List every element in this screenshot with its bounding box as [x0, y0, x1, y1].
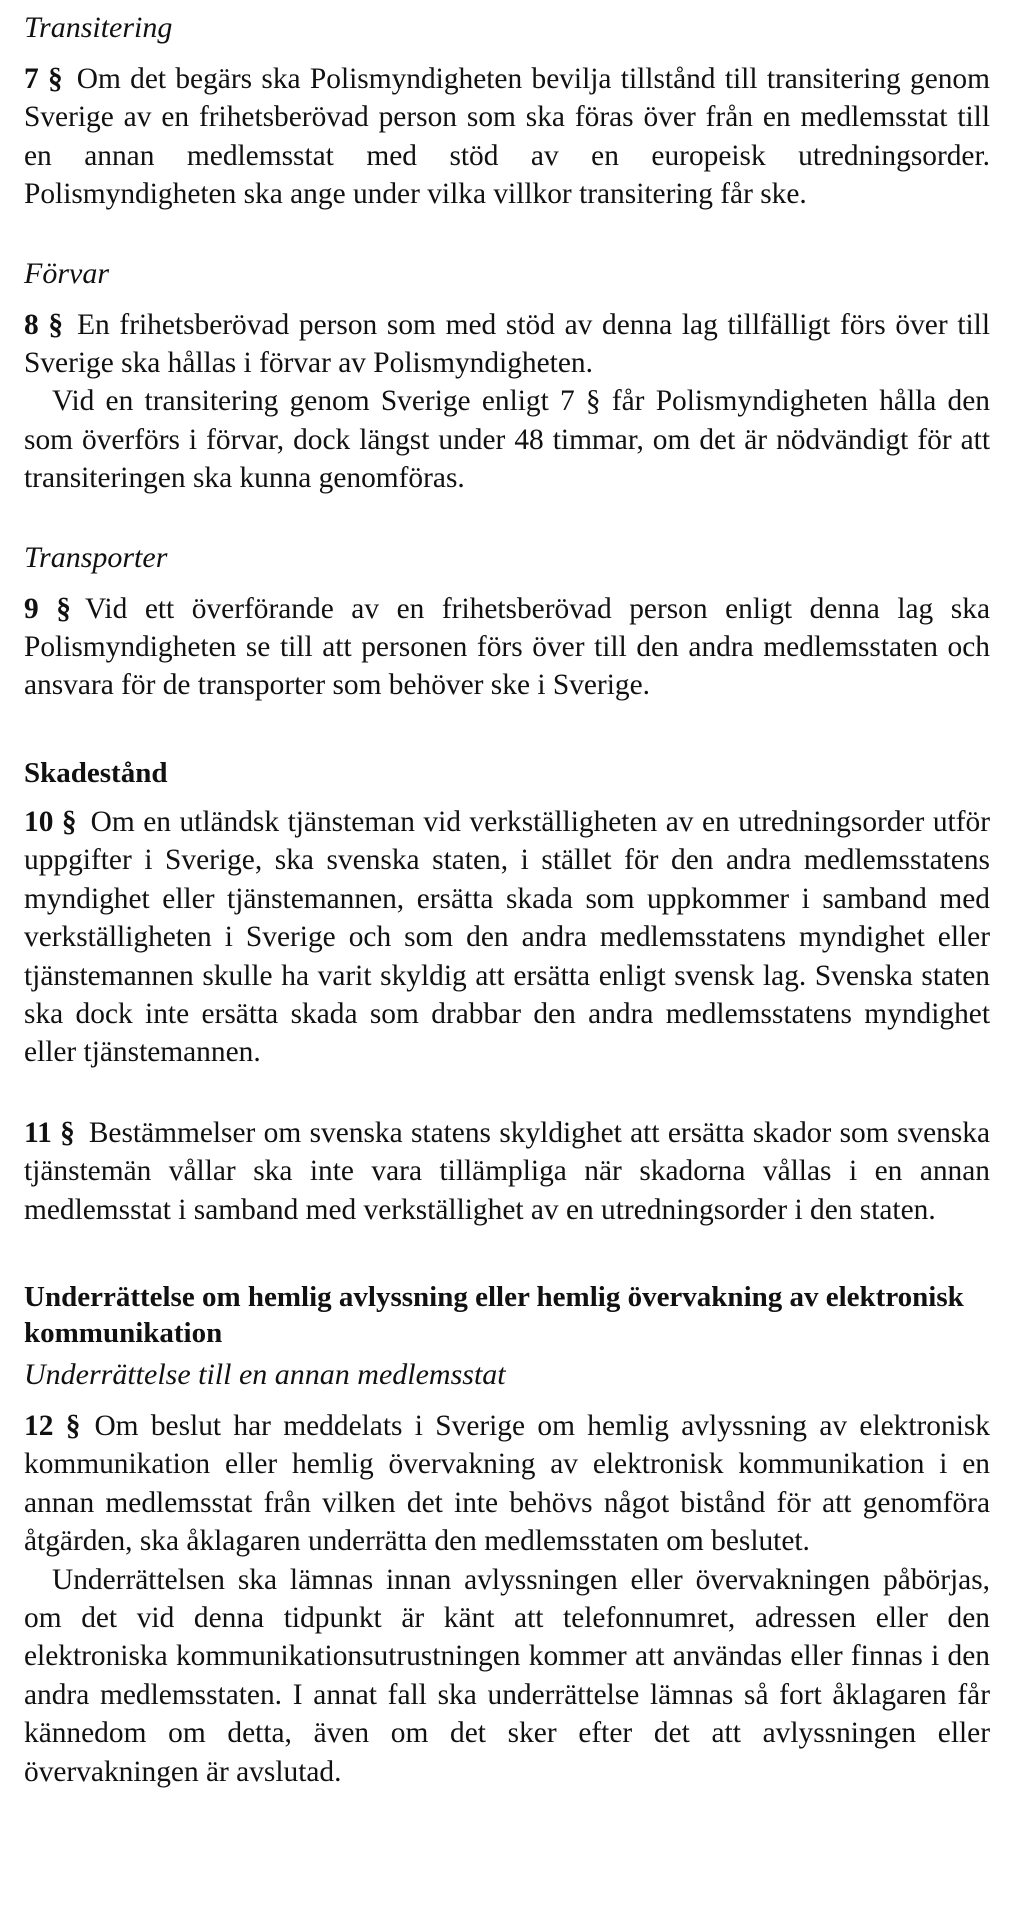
- section-heading-underrattelse: Underrättelse om hemlig avlyssning eller hemlig övervakning av elektronisk kommunikation: [24, 1280, 964, 1349]
- paragraph-8-second: Vid en transitering genom Sverige enligt 7 § får Polismyndigheten hålla den som överförs i förvar, dock längst under 48 timmar, om det är nödvändigt för att transiteringen ska kunna genomföras.: [24, 385, 990, 495]
- paragraph-number-7: 7 §: [24, 63, 63, 95]
- paragraph-9: [24, 590, 990, 705]
- section-heading-transporter: Transporter: [24, 540, 168, 574]
- paragraph-number-10: 10 §: [24, 805, 77, 838]
- paragraph-text-8: En frihetsberövad person som med stöd av denna lag tillfälligt förs över till Sverige ska hållas i förvar av Polismyndigheten.: [24, 308, 990, 380]
- paragraph-12-second: Underrättelsen ska lämnas innan avlyssningen eller övervakningen påbörjas, om det vid denna tidpunkt är känt att telefonnumret, adressen eller den elektroniska kommunikationsutrustningen kommer att användas eller finnas i den andra medlemsstaten. I annat fall ska underrättelse lämnas så fort åklagaren får kännedom om detta, även om det sker efter det att avlyssningen eller övervakningen är avslutad.: [24, 1563, 990, 1788]
- paragraph-text-12: Om beslut har meddelats i Sverige om hemlig avlyssning av elektronisk kommunikation eller hemlig övervakning av elektronisk kommunikation i en annan medlemsstat från vilken det inte behövs något bistånd för att genomföra åtgärden, ska åklagaren underrätta den medlemsstaten om beslutet.: [24, 1409, 990, 1558]
- paragraph-text-10: Om en utländsk tjänsteman vid verkställigheten av en utredningsorder utför uppgifter i Sverige, ska svenska staten, i stället för den andra medlemsstatens myndighet eller tjänstemannen, ersätta skada som uppkommer i samband med verkställigheten i Sverige och som den andra medlemsstatens myndighet eller tjänstemannen skulle ha varit skyldig att ersätta enligt svensk lag. Svenska staten ska dock inte ersätta skada som drabbar den andra medlemsstatens myndighet eller tjänstemannen.: [24, 805, 990, 1069]
- section-heading-transitering: Transitering: [24, 11, 173, 44]
- section-heading-forvar: Förvar: [24, 256, 109, 290]
- paragraph-10: [24, 803, 990, 1072]
- paragraph-number-9: 9 §: [24, 592, 71, 625]
- section-heading-skadestand: Skadestånd: [24, 756, 168, 789]
- paragraph-number-8: 8 §: [24, 308, 64, 341]
- paragraph-number-11: 11 §: [24, 1116, 75, 1149]
- paragraph-8: [24, 306, 990, 383]
- paragraph-7: [24, 60, 990, 214]
- paragraph-text-7: Om det begärs ska Polismyndigheten bevilja tillstånd till transitering genom Sverige av en frihetsberövad person som ska föras över från en medlemsstat till en annan medlemsstat med stöd av en europeisk utredningsorder. Polismyndigheten ska ange under vilka villkor transitering får ske.: [24, 63, 990, 211]
- paragraph-11: [24, 1114, 990, 1229]
- paragraph-text-9: Vid ett överförande av en frihetsberövad person enligt denna lag ska Polismyndigheten se till att personen förs över till den andra medlemsstaten och ansvara för de transporter som behöver ske i Sverige.: [24, 592, 990, 702]
- paragraph-number-12: 12 §: [24, 1409, 81, 1442]
- subsection-heading-underrattelse: Underrättelse till en annan medlemsstat: [24, 1357, 506, 1391]
- paragraph-text-11: Bestämmelser om svenska statens skyldighet att ersätta skador som svenska tjänstemän vållar ska inte vara tillämpliga när skadorna vållas i en annan medlemsstat i samband med verkställighet av en utredningsorder i den staten.: [24, 1116, 991, 1226]
- paragraph-12: [24, 1407, 990, 1561]
